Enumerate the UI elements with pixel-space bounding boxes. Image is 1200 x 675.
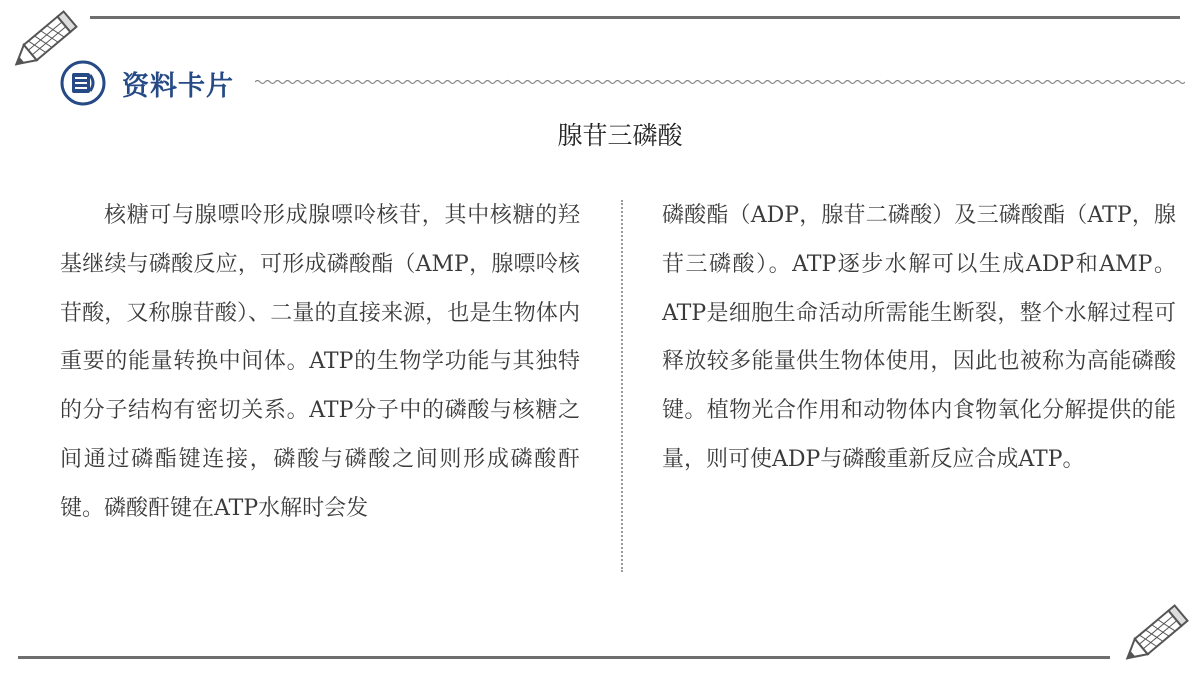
column-divider xyxy=(621,200,623,572)
document-lines-icon xyxy=(60,60,106,106)
bottom-rule xyxy=(18,656,1110,659)
card-label: 资料卡片 xyxy=(122,71,234,102)
top-rule xyxy=(90,16,1180,19)
wavy-divider xyxy=(255,74,1185,90)
right-column-text: 磷酸酯（ADP，腺苷二磷酸）及三磷酸酯（ATP，腺苷三磷酸）。ATP逐步水解可以生成ADP和AMP。ATP是细胞生命活动所需能生断裂，整个水解过程可释放较多能量供生物体使用，因此也被称为高能磷酸键。植物光合作用和动物体内食物氧化分解提供的能量，则可使ADP与磷酸重新反应合成ATP。 xyxy=(662,203,1176,472)
left-column-text: 核糖可与腺嘌呤形成腺嘌呤核苷，其中核糖的羟基继续与磷酸反应，可形成磷酸酯（AMP，腺嘌呤核苷酸，又称腺苷酸）、二量的直接来源，也是生物体内重要的能量转换中间体。ATP的生物学功能与其独特的分子结构有密切关系。ATP分子中的磷酸与核糖之间通过磷酯键连接，磷酸与磷酸之间则形成磷酸酐键。磷酸酐键在ATP水解时会发 xyxy=(60,203,580,521)
article-title: 腺苷三磷酸 xyxy=(557,121,683,150)
card-header xyxy=(60,58,1190,108)
pencil-icon xyxy=(1114,598,1196,672)
